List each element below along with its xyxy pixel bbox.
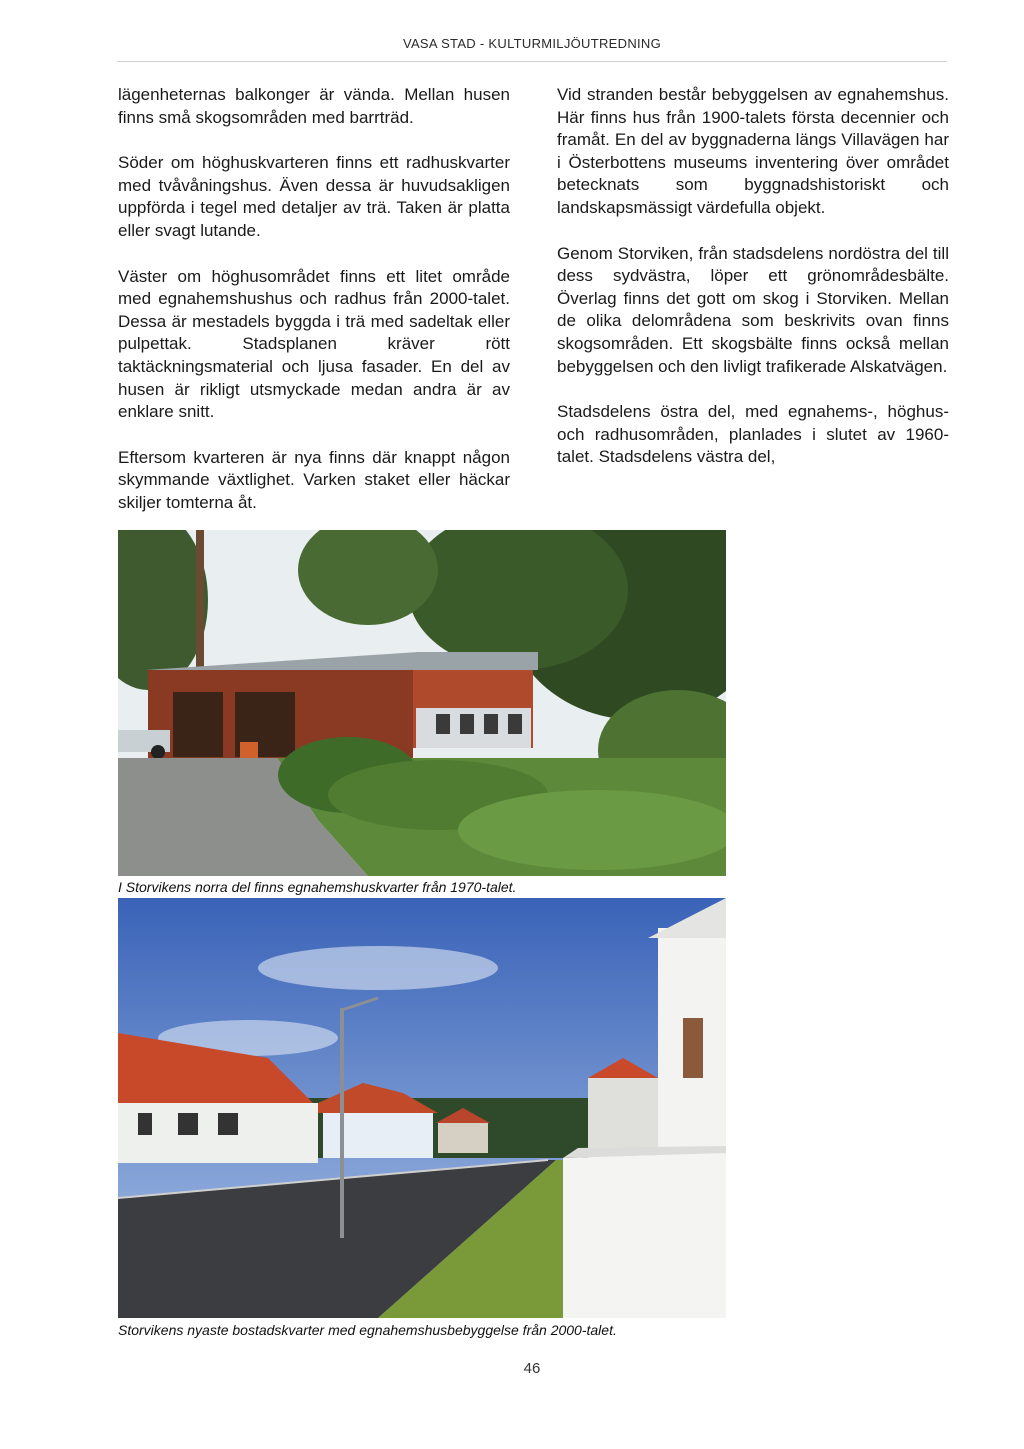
right-paragraph-3: Stadsdelens östra del, med egnahems-, höghus- och radhusområden, planlades i slutet av 1960-talet. Stadsdelens västra del, xyxy=(557,402,949,467)
left-paragraph-2: Söder om höghuskvarteren finns ett radhuskvarter med tvåvåningshus. Även dessa är huvudsakligen uppförda i tegel med detaljer av trä. Taken är platta eller svagt lutande. xyxy=(118,153,510,240)
page-number: 46 xyxy=(523,1360,541,1377)
right-text-column xyxy=(557,84,949,492)
photo-brick-house-garage xyxy=(118,530,726,876)
figure-1-caption: I Storvikens norra del finns egnahemshuskvarter från 1970-talet. xyxy=(118,879,517,895)
left-paragraph-3: Väster om höghusområdet finns ett litet område med egnahemshushus och radhus från 2000-talet. Dessa är mestadels byggda i trä med sadeltak eller pulpettak. Stadsplanen kräver rött taktäckningsmaterial och ljusa fasader. En del av husen är rikligt utsmyckade medan andra är av enklare snitt. xyxy=(118,266,510,422)
left-paragraph-4: Eftersom kvarteren är nya finns där knappt någon skymmande växtlighet. Varken staket eller häckar skiljer tomterna åt. xyxy=(118,447,510,512)
left-text-column xyxy=(118,84,510,538)
right-paragraph-2: Genom Storviken, från stadsdelens nordöstra del till dess sydvästra, löper ett grönområdesbälte. Överlag finns det gott om skog i Storviken. Mellan de olika delområdena som beskrivits ovan finns skogsområden. Ett skogsbälte finns också mellan bebyggelsen och den livligt trafikerade Alskatvägen. xyxy=(557,243,949,376)
page-header: VASA STAD - KULTURMILJÖUTREDNING xyxy=(402,36,662,51)
left-paragraph-1: lägenheternas balkonger är vända. Mellan husen finns små skogsområden med barrträd. xyxy=(118,85,510,127)
header-rule xyxy=(117,61,947,62)
right-paragraph-1: Vid stranden består bebyggelsen av egnahemshus. Här finns hus från 1900-talets första decennier och framåt. En del av byggnaderna längs Villavägen har i Österbottens museums inventering över området betecknats som byggnadshistoriskt och landskapsmässigt värdefulla objekt. xyxy=(557,85,949,217)
figure-2-caption: Storvikens nyaste bostadskvarter med egnahemshusbebyggelse från 2000-talet. xyxy=(118,1322,617,1338)
photo-new-street-houses xyxy=(118,898,726,1318)
